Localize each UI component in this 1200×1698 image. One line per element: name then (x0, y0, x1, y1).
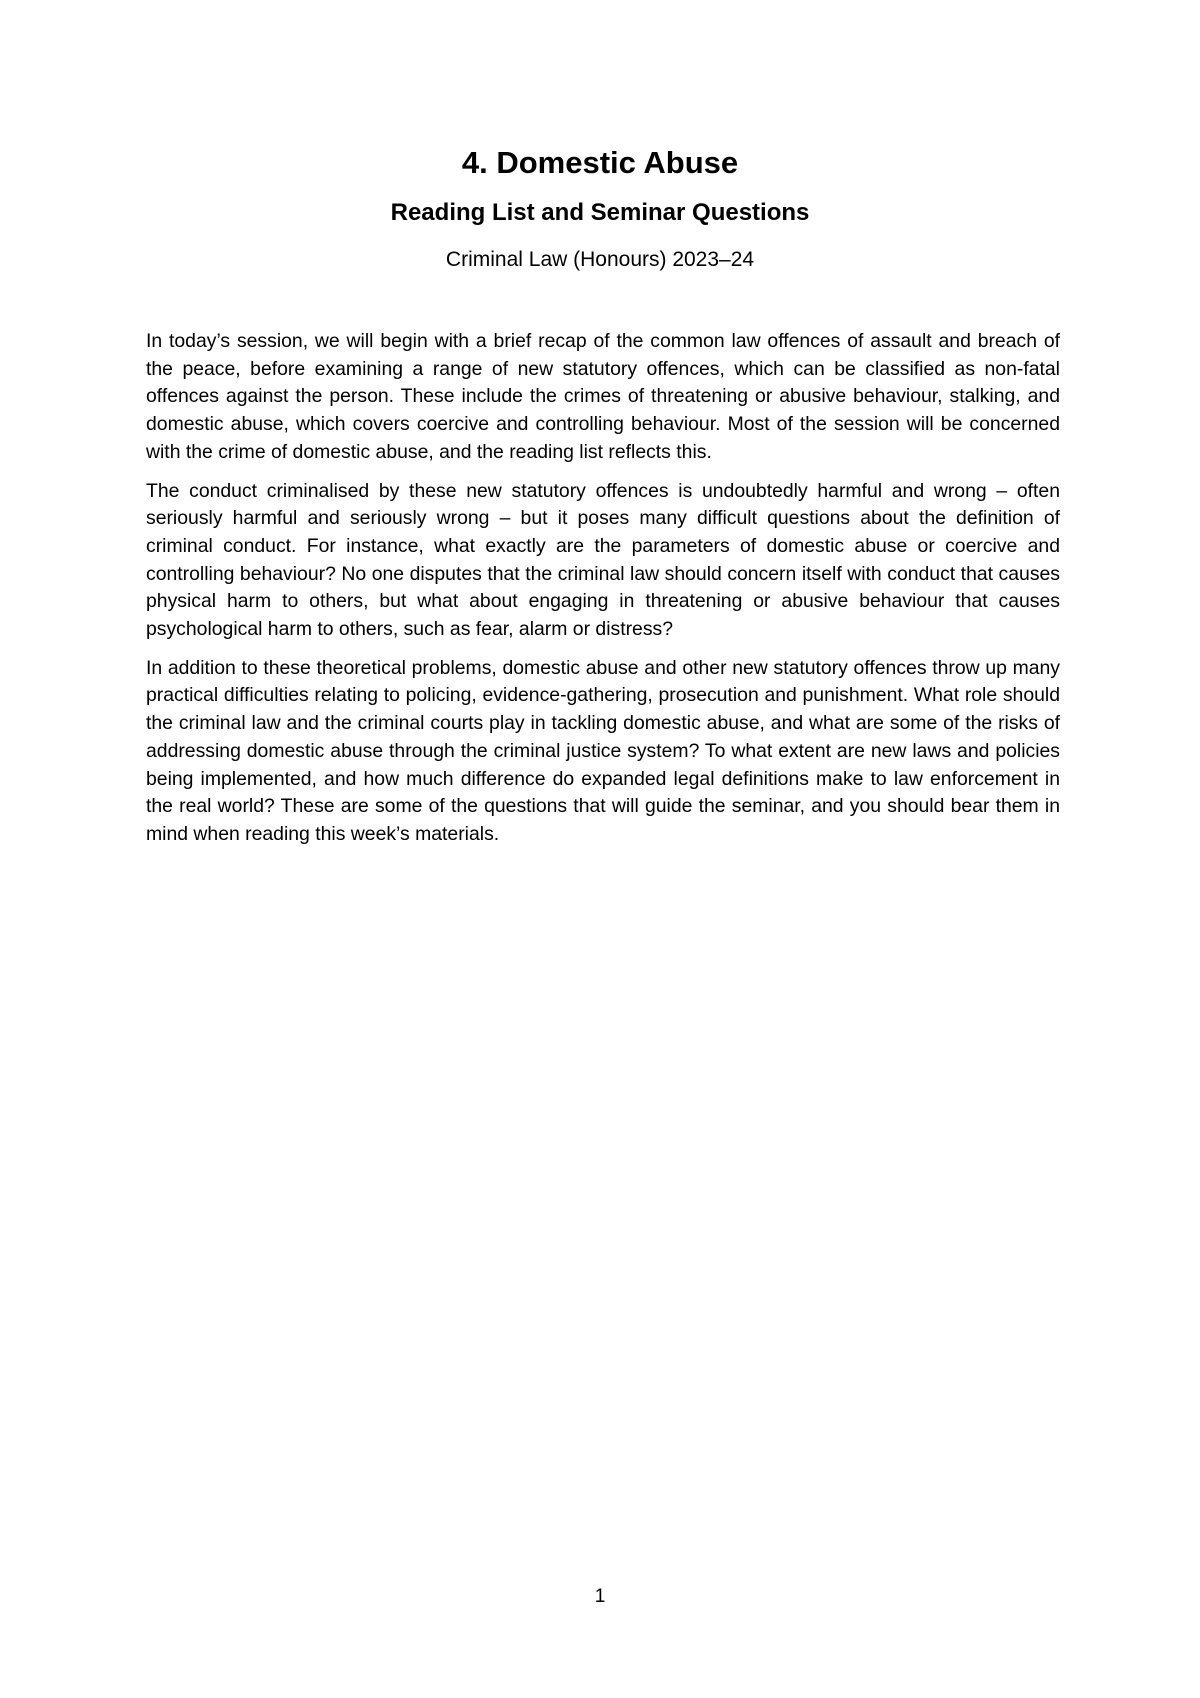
paragraph-2: The conduct criminalised by these new statutory offences is undoubtedly harmful and wrong – often seriously harmful and seriously wrong – but it poses many difficult questions about the definition of criminal conduct. For instance, what exactly are the parameters of domestic abuse or coercive and controlling behaviour? No one disputes that the criminal law should concern itself with conduct that causes physical harm to others, but what about engaging in threatening or abusive behaviour that causes psychological harm to others, such as fear, alarm or distress? (146, 479, 1060, 641)
document-body (146, 328, 1060, 860)
document-subtitle: Reading List and Seminar Questions (390, 199, 810, 226)
paragraph-1: In today’s session, we will begin with a brief recap of the common law offences of assault and breach of the peace, before examining a range of new statutory offences, which can be classified as non-fatal offences against the person. These include the crimes of threatening or abusive behaviour, stalking, and domestic abuse, which covers coercive and controlling behaviour. Most of the session will be concerned with the crime of domestic abuse, and the reading list reflects this. (146, 330, 1060, 463)
page-number: 1 (594, 1586, 606, 1607)
paragraph-3: In addition to these theoretical problems, domestic abuse and other new statutory offences throw up many practical difficulties relating to policing, evidence-gathering, prosecution and punishment. What role should the criminal law and the criminal courts play in tackling domestic abuse, and what are some of the risks of addressing domestic abuse through the criminal justice system? To what extent are new laws and policies being implemented, and how much difference do expanded legal definitions make to law enforcement in the real world? These are some of the questions that will guide the seminar, and you should bear them in mind when reading this week’s materials. (146, 656, 1060, 845)
document-title: 4. Domestic Abuse (461, 145, 739, 180)
course-name: Criminal Law (Honours) 2023–24 (445, 248, 755, 271)
